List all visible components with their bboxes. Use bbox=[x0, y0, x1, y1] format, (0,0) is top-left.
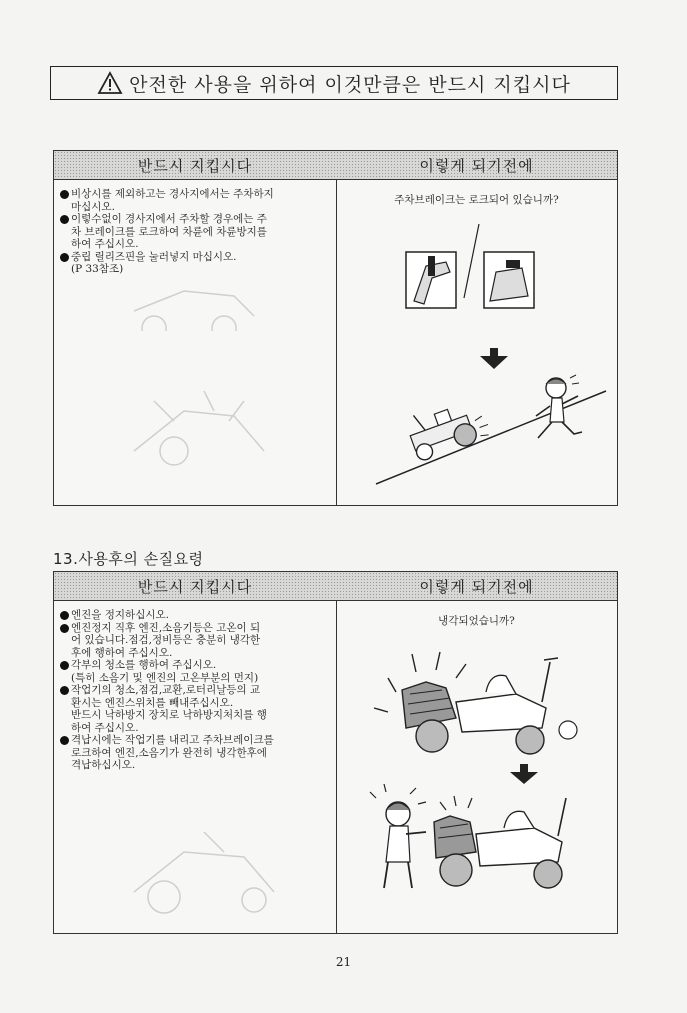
rule-line: 격납시에는 작업기를 내리고 주차브레이크를 bbox=[71, 734, 274, 746]
down-arrow-icon bbox=[480, 348, 508, 369]
must-do-heading: 반드시 지킵시다 bbox=[54, 151, 336, 180]
bullet-icon bbox=[60, 253, 69, 262]
hot-mower-icon bbox=[374, 652, 577, 754]
bullet-icon bbox=[60, 736, 69, 745]
faint-crash-illustration bbox=[114, 381, 284, 471]
rule-line: 후에 행하여 주십시오. bbox=[71, 646, 173, 659]
burned-person-icon bbox=[370, 784, 426, 888]
before-heading: 이렇게 되기전에 bbox=[336, 572, 617, 601]
rule-line: 비상시를 제외하고는 경사지에서는 주차하지 bbox=[71, 188, 274, 200]
bullet-icon bbox=[60, 686, 69, 695]
bullet-icon bbox=[60, 661, 69, 670]
bullet-icon bbox=[60, 611, 69, 620]
mower-icon bbox=[434, 796, 566, 888]
rule-item bbox=[60, 684, 328, 734]
must-do-column bbox=[54, 151, 337, 505]
before-it-happens-column bbox=[336, 572, 617, 933]
must-do-column bbox=[54, 572, 337, 933]
rule-line: 이렇수없이 경사지에서 주차할 경우에는 주 bbox=[71, 213, 267, 225]
rule-line: 마십시오. bbox=[71, 200, 115, 213]
rule-line: 작업기의 청소,점검,교환,로터리날등의 교 bbox=[71, 684, 261, 696]
rule-line: 하여 주십시오. bbox=[71, 721, 139, 734]
rule-line: 엔진을 정지하십시오. bbox=[71, 609, 169, 621]
rule-item bbox=[60, 213, 328, 251]
rule-line: 어 있습니다.점검,정비등은 충분히 냉각한 bbox=[71, 634, 261, 646]
hot-engine-illustration bbox=[366, 632, 616, 932]
before-heading: 이렇게 되기전에 bbox=[336, 151, 617, 180]
page-number: 21 bbox=[335, 955, 352, 969]
section-title: 13.사용후의 손질요령 bbox=[53, 550, 204, 568]
page-title bbox=[50, 66, 618, 100]
cooling-question: 냉각되었습니까? bbox=[438, 615, 515, 627]
after-use-care-panel bbox=[53, 571, 618, 934]
rule-item bbox=[60, 622, 328, 660]
rule-list bbox=[60, 609, 328, 772]
before-it-happens-column bbox=[336, 151, 617, 505]
faint-tractor-illustration bbox=[124, 271, 264, 331]
bullet-icon bbox=[60, 215, 69, 224]
parking-slope-illustration bbox=[366, 206, 616, 496]
rule-line: 엔진정지 직후 엔진,소음기등은 고온이 되 bbox=[71, 621, 261, 634]
bullet-icon bbox=[60, 624, 69, 633]
rule-item bbox=[60, 609, 328, 622]
rule-line: 하여 주십시오. bbox=[71, 238, 139, 250]
rule-line: 격납하십시오. bbox=[71, 759, 136, 771]
brake-lock-icon bbox=[484, 252, 534, 308]
fleeing-person-icon bbox=[536, 375, 582, 438]
down-arrow-icon bbox=[510, 764, 538, 784]
faint-mower-illustration bbox=[114, 812, 294, 922]
rule-line: 중립 릴리즈핀을 눌러넣지 마십시오. bbox=[71, 250, 237, 263]
parking-brake-question: 주차브레이크는 로크되어 있습니까? bbox=[394, 194, 559, 206]
rule-item bbox=[60, 659, 328, 684]
rule-line: 로크하여 엔진,소음기가 완전히 냉각한후에 bbox=[71, 746, 267, 759]
rule-list bbox=[60, 188, 328, 276]
parking-safety-panel bbox=[53, 150, 618, 506]
rule-line: 각부의 청소를 행하여 주십시오. bbox=[71, 659, 217, 671]
rule-line: 차 브레이크를 로크하여 차륜에 차륜방지를 bbox=[71, 225, 267, 238]
rule-line: (특히 소음기 및 엔진의 고온부분의 먼지) bbox=[71, 671, 259, 684]
must-do-heading: 반드시 지킵시다 bbox=[54, 572, 336, 601]
rule-item bbox=[60, 734, 328, 772]
brake-pedal-icon bbox=[406, 252, 456, 308]
bullet-icon bbox=[60, 190, 69, 199]
warning-triangle-icon bbox=[97, 71, 123, 95]
page-title-text: 안전한 사용을 위하여 이것만큼은 반드시 지킵시다 bbox=[129, 73, 571, 96]
runaway-tractor-icon bbox=[404, 392, 492, 463]
rule-line: 반드시 낙하방지 장치로 낙하방지처치를 행 bbox=[71, 709, 267, 721]
rule-line: 환시는 엔진스위치를 빼내주십시오. bbox=[71, 696, 234, 709]
rule-item bbox=[60, 188, 328, 213]
rule-line: (P 33참조) bbox=[71, 263, 124, 275]
